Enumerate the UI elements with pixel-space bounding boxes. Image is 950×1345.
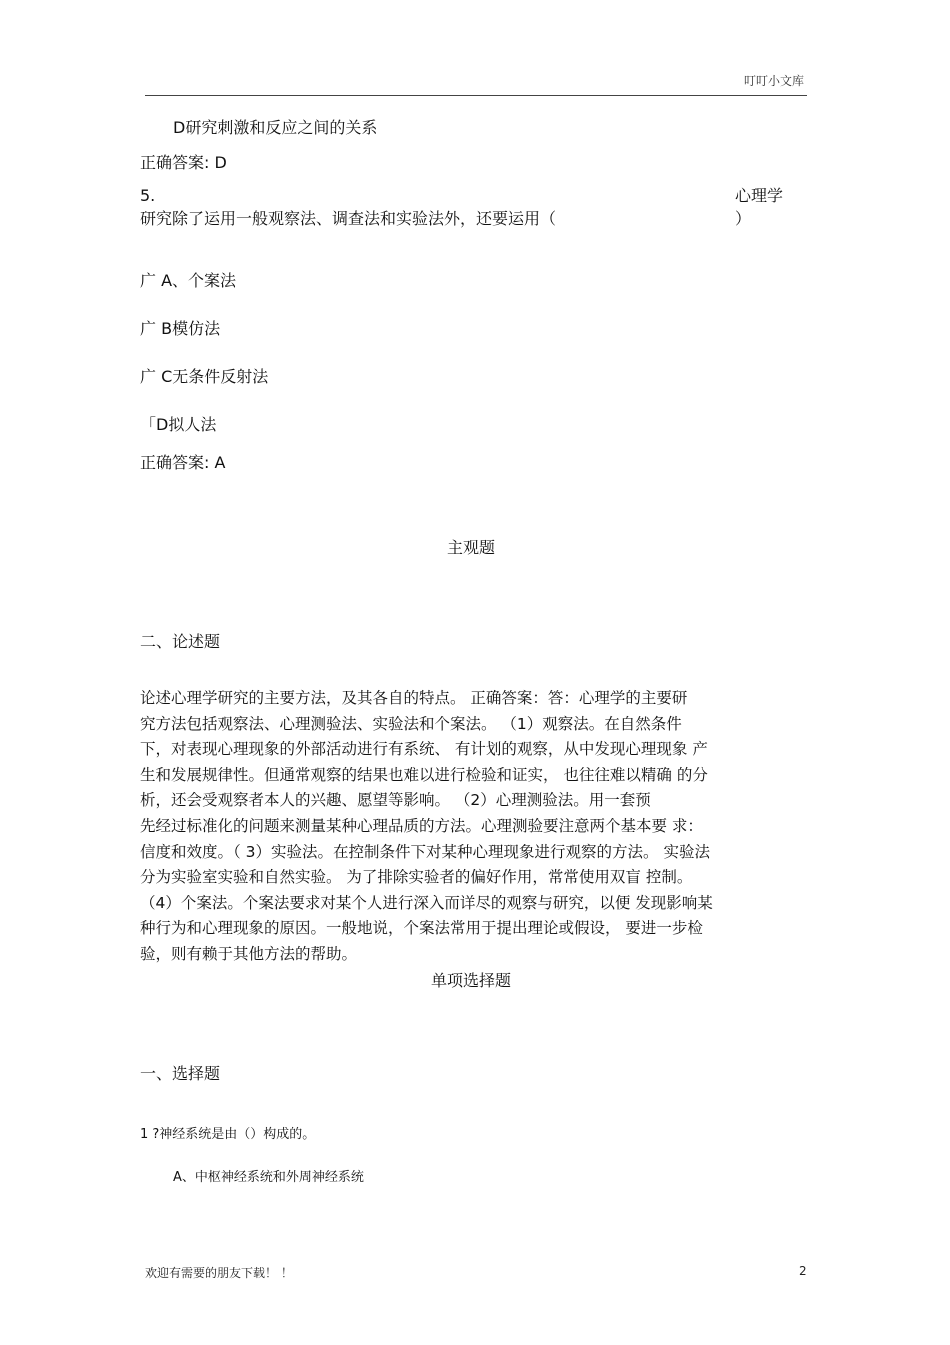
- essay-line: 究方法包括观察法、心理测验法、实验法和个案法。 （1）观察法。在自然条件: [140, 714, 682, 733]
- q1-option-a: A、中枢神经系统和外周神经系统: [173, 1170, 364, 1185]
- page-number: 2: [799, 1264, 807, 1278]
- header-brand: 叮叮小文库: [744, 74, 805, 88]
- essay-line: 先经过标准化的问题来测量某种心理品质的方法。心理测验要注意两个基本要 求：: [140, 816, 703, 835]
- q5-option-b: 广 B模仿法: [140, 319, 221, 338]
- q5-stem-close: ）: [735, 209, 752, 228]
- essay-line: 验，则有赖于其他方法的帮助。: [140, 944, 358, 963]
- essay-line: 种行为和心理现象的原因。一般地说，个案法常用于提出理论或假设， 要进一步检: [140, 919, 703, 938]
- essay-line: （4）个案法。个案法要求对某个人进行深入而详尽的观察与研究，以便 发现影响某: [140, 893, 713, 912]
- q5-stem: 研究除了运用一般观察法、调查法和实验法外，还要运用（: [140, 209, 557, 228]
- subjective-section-title: 主观题: [447, 538, 496, 557]
- prev-option-d: D研究刺激和反应之间的关系: [173, 118, 378, 137]
- q5-answer: 正确答案: A: [140, 453, 226, 472]
- essay-line: 析，还会受观察者本人的兴趣、愿望等影响。 （2）心理测验法。用一套预: [140, 791, 651, 810]
- prev-answer: 正确答案: D: [140, 153, 227, 172]
- essay-line: 下，对表现心理现象的外部活动进行有系统、 有计划的观察，从中发现心理现象 产: [140, 740, 708, 759]
- essay-line: 信度和效度。（ 3）实验法。在控制条件下对某种心理现象进行观察的方法。 实验法: [140, 842, 710, 861]
- essay-heading: 二、论述题: [140, 632, 221, 651]
- q5-number: 5.: [140, 186, 156, 205]
- choice-heading: 一、选择题: [140, 1064, 221, 1083]
- header-rule: [145, 95, 807, 96]
- essay-line: 论述心理学研究的主要方法，及其各自的特点。 正确答案：答：心理学的主要研: [140, 689, 688, 707]
- q5-option-c: 广 C无条件反射法: [140, 367, 269, 386]
- essay-answer: [140, 686, 804, 968]
- footer-note: 欢迎有需要的朋友下载！ ！: [145, 1266, 293, 1280]
- essay-line: 分为实验室实验和自然实验。 为了排除实验者的偏好作用，常常使用双盲 控制。: [140, 868, 693, 887]
- essay-line: 生和发展规律性。但通常观察的结果也难以进行检验和证实， 也往往难以精确 的分: [140, 765, 708, 784]
- q1-stem: 1 ?神经系统是由（）构成的。: [140, 1127, 316, 1142]
- q5-option-a: 广 A、个案法: [140, 271, 237, 290]
- objective-section-title: 单项选择题: [431, 971, 512, 990]
- q5-option-d: 「D拟人法: [140, 415, 217, 434]
- q5-stem-tail: 心理学: [735, 186, 784, 205]
